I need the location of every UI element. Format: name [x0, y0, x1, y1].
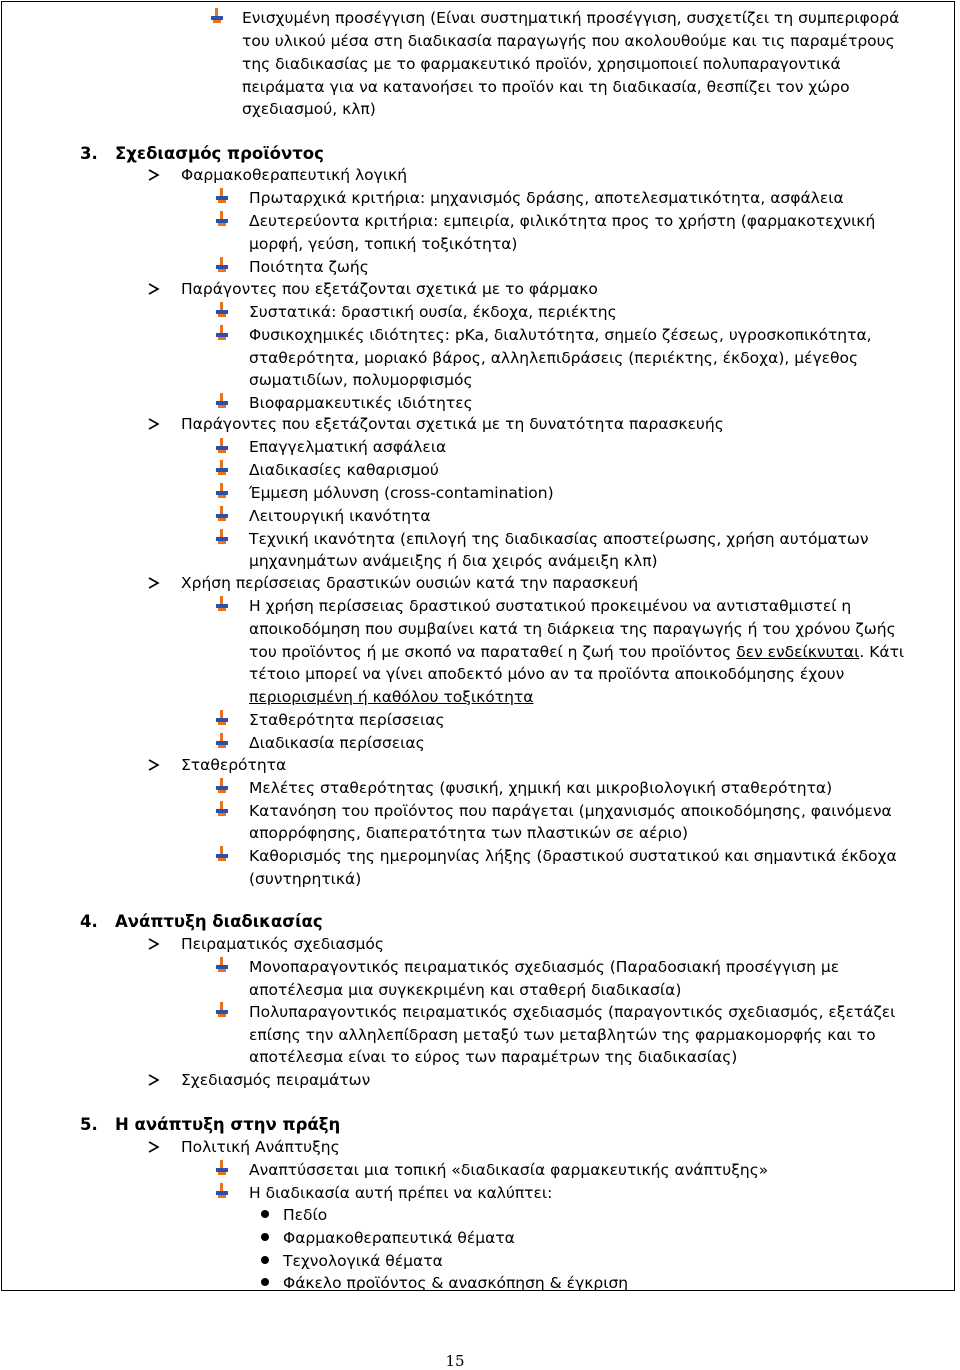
sub-bullet-text: Επαγγελματική ασφάλεια [249, 438, 447, 456]
pushpin-icon [214, 778, 230, 794]
sub-bullet-text: Μονοπαραγοντικός πειραματικός σχεδιασμός (Παραδοσιακή προσέγγιση με [249, 958, 840, 976]
pushpin-icon [214, 506, 230, 522]
section-number: 5. [80, 1115, 98, 1134]
sub-bullet-text: Δευτερεύοντα κριτήρια: εμπειρία, φιλικότητα προς το χρήστη (φαρμακοτεχνική [249, 212, 876, 230]
sub-bullet-text: Πρωταρχικά κριτήρια: μηχανισμός δράσης, αποτελεσματικότητα, ασφάλεια [249, 189, 844, 207]
list-item: Τεχνολογικά θέματα [283, 1252, 443, 1270]
sub-bullet-text: σταθερότητα, μοριακό βάρος, αλληλεπιδράσεις (περιέκτης, έκδοχα), μέγεθος [249, 349, 859, 367]
arrow-bullet-icon [147, 168, 161, 182]
pushpin-icon [214, 957, 230, 973]
sub-bullet-text: του προϊόντος ή με σκοπό να παραταθεί η ζωή του προϊόντος δεν ενδείκνυται. Κάτι [249, 643, 905, 661]
pushpin-icon [214, 325, 230, 341]
sub-bullet-text: Ποιότητα ζωής [249, 258, 369, 276]
sub-bullet-text: Κατανόηση του προϊόντος που παράγεται (μηχανισμός αποικοδόμησης, φαινόμενα [249, 802, 892, 820]
pushpin-icon [214, 438, 230, 454]
section-number: 4. [80, 912, 98, 931]
pushpin-icon [214, 801, 230, 817]
pushpin-icon [214, 596, 230, 612]
sub-bullet-text: τέτοιο μπορεί να γίνει αποδεκτό μόνο αν τα προϊόντα αποικοδόμησης έχουν [249, 665, 845, 683]
sub-bullet-text: Η χρήση περίσσειας δραστικού συστατικού προκειμένου να αντισταθμιστεί η [249, 597, 852, 615]
sub-bullet-text: Φυσικοχημικές ιδιότητες: pKa, διαλυτότητα, σημείο ζέσεως, υγροσκοπικότητα, [249, 326, 872, 344]
pushpin-icon [214, 460, 230, 476]
sub-bullet-text: Σταθερότητα περίσσειας [249, 711, 445, 729]
underlined-text: δεν ενδείκνυται [736, 643, 860, 661]
sub-bullet-text: Διαδικασίες καθαρισμού [249, 461, 439, 479]
sub-bullet-text: Βιοφαρμακευτικές ιδιότητες [249, 394, 473, 412]
section-title: Η ανάπτυξη στην πράξη [115, 1115, 341, 1134]
sub-bullet-text: αποτέλεσμα είναι το εύρος των παραμέτρων της διαδικασίας) [249, 1048, 738, 1066]
arrow-bullet-icon [147, 576, 161, 590]
sub-bullet-text: αποτέλεσμα μια συγκεκριμένη και σταθερή διαδικασία) [249, 981, 682, 999]
pushpin-icon [214, 302, 230, 318]
arrow-bullet-icon [147, 282, 161, 296]
page-number: 15 [445, 1352, 465, 1370]
pushpin-icon [214, 257, 230, 273]
bullet-label: Σταθερότητα [181, 756, 287, 774]
pushpin-icon [214, 1183, 230, 1199]
intro-line: σχεδιασμού, κλπ) [242, 100, 376, 118]
round-bullet-icon [261, 1233, 269, 1241]
intro-line: πειράματα για να κατανοήσει το προϊόν και τη διαδικασία, θεσπίζει τον χώρο [242, 78, 850, 96]
pushpin-icon [214, 483, 230, 499]
sub-bullet-text: Λειτουργική ικανότητα [249, 507, 431, 525]
section-number: 3. [80, 144, 98, 163]
sub-bullet-text: μορφή, γεύση, τοπική τοξικότητα) [249, 235, 518, 253]
page-frame [1, 1, 955, 1291]
intro-line: του υλικού μέσα στη διαδικασία παραγωγής που ακολουθούμε και τις παραμέτρους [242, 32, 895, 50]
sub-bullet-text: μηχανημάτων ανάμειξης ή δια χειρός ανάμειξη κλπ) [249, 552, 658, 570]
arrow-bullet-icon [147, 937, 161, 951]
pushpin-icon [214, 393, 230, 409]
round-bullet-icon [261, 1256, 269, 1264]
arrow-bullet-icon [147, 758, 161, 772]
section-title: Ανάπτυξη διαδικασίας [115, 912, 323, 931]
sub-bullet-text: Έμμεση μόλυνση (cross-contamination) [249, 484, 554, 502]
sub-bullet-text: σωματιδίων, πολυμορφισμός [249, 371, 473, 389]
round-bullet-icon [261, 1210, 269, 1218]
pushpin-icon [214, 211, 230, 227]
list-item: Πεδίο [283, 1206, 328, 1224]
bullet-label: Παράγοντες που εξετάζονται σχετικά με το φάρμακο [181, 280, 598, 298]
sub-bullet-text: (συντηρητικά) [249, 870, 362, 888]
pushpin-icon [214, 1160, 230, 1176]
arrow-bullet-icon [147, 1073, 161, 1087]
bullet-label: Παράγοντες που εξετάζονται σχετικά με τη δυνατότητα παρασκευής [181, 415, 724, 433]
arrow-bullet-icon [147, 1140, 161, 1154]
sub-bullet-text: Πολυπαραγοντικός πειραματικός σχεδιασμός (παραγοντικός σχεδιασμός, εξετάζει [249, 1003, 896, 1021]
pushpin-icon [214, 733, 230, 749]
sub-bullet-text: Καθορισμός της ημερομηνίας λήξης (δραστικού συστατικού και σημαντικά έκδοχα [249, 847, 897, 865]
bullet-label: Χρήση περίσσειας δραστικών ουσιών κατά την παρασκευή [181, 574, 639, 592]
bullet-label: Σχεδιασμός πειραμάτων [181, 1071, 371, 1089]
pushpin-icon [214, 188, 230, 204]
sub-bullet-text: απορρόφησης, διαπερατότητα των πλαστικών σε αέριο) [249, 824, 689, 842]
sub-bullet-text: Αναπτύσσεται μια τοπική «διαδικασία φαρμακευτικής ανάπτυξης» [249, 1161, 769, 1179]
sub-bullet-text: Τεχνική ικανότητα (επιλογή της διαδικασίας αποστείρωσης, χρήση αυτόματων [249, 530, 869, 548]
list-item: Φάκελο προϊόντος & ανασκόπηση & έγκριση [283, 1274, 629, 1292]
pushpin-icon [214, 846, 230, 862]
sub-bullet-text [249, 686, 533, 709]
pushpin-icon [214, 1002, 230, 1018]
bullet-label: Φαρμακοθεραπευτική λογική [181, 166, 408, 184]
list-item: Φαρμακοθεραπευτικά θέματα [283, 1229, 515, 1247]
sub-bullet-text: επίσης την αλληλεπίδραση μεταξύ των μεταβλητών της φαρμακομορφής και το [249, 1026, 876, 1044]
intro-line: Ενισχυμένη προσέγγιση (Είναι συστηματική προσέγγιση, συσχετίζει τη συμπεριφορά [242, 9, 900, 27]
pushpin-icon [214, 710, 230, 726]
sub-bullet-text: Συστατικά: δραστική ουσία, έκδοχα, περιέκτης [249, 303, 617, 321]
round-bullet-icon [261, 1278, 269, 1286]
underlined-text: περιορισμένη ή καθόλου τοξικότητα [249, 688, 534, 706]
sub-bullet-text: Μελέτες σταθερότητας (φυσική, χημική και μικροβιολογική σταθερότητα) [249, 779, 833, 797]
sub-bullet-text: Η διαδικασία αυτή πρέπει να καλύπτει: [249, 1184, 553, 1202]
bullet-label: Πολιτική Ανάπτυξης [181, 1138, 340, 1156]
pushpin-icon [214, 529, 230, 545]
sub-bullet-text: αποικοδόμηση που συμβαίνει κατά τη διάρκεια της παραγωγής ή του χρόνου ζωής [249, 620, 896, 638]
sub-bullet-text: Διαδικασία περίσσειας [249, 734, 425, 752]
intro-line: της διαδικασίας με το φαρμακευτικό προϊόν, χρησιμοποιεί πολυπαραγοντικά [242, 55, 841, 73]
pushpin-icon [209, 8, 225, 24]
arrow-bullet-icon [147, 417, 161, 431]
section-title: Σχεδιασμός προϊόντος [115, 144, 324, 163]
bullet-label: Πειραματικός σχεδιασμός [181, 935, 384, 953]
